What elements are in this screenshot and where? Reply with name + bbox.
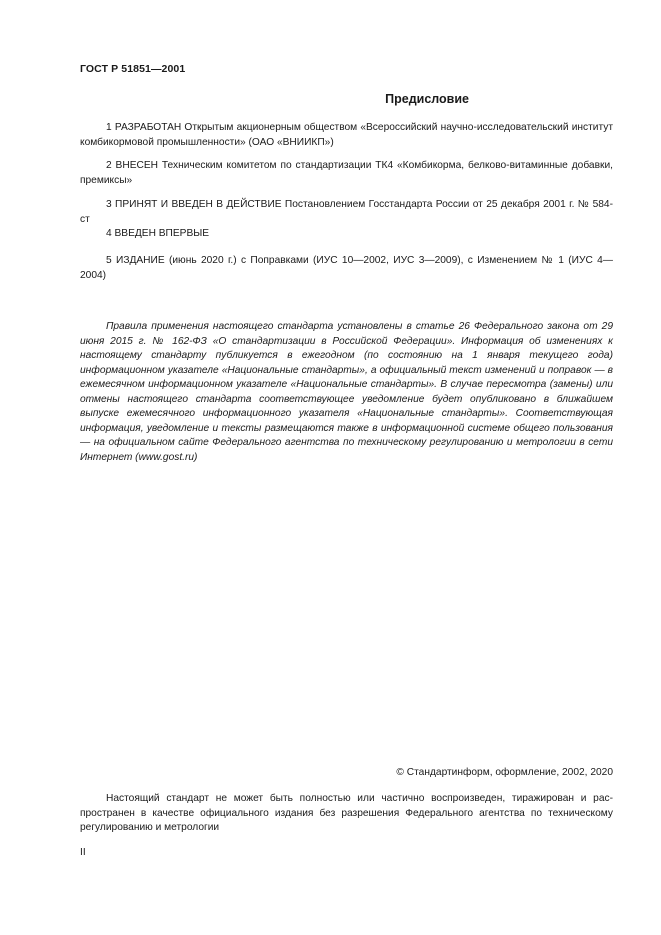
preface-item-edition: 5 ИЗДАНИЕ (июнь 2020 г.) с Поправками (ИУС 10—2002, ИУС 3—2009), с Изменением № 1 (ИУС 4—2004) [80,255,613,281]
page-number: II [80,847,86,858]
preface-item-introduced: 2 ВНЕСЕН Техническим комитетом по стандартизации ТК4 «Комбикорма, белково-витаминные добавки, премиксы» [80,160,613,186]
preface-item-first-introduced: 4 ВВЕДЕН ВПЕРВЫЕ [106,228,210,239]
standard-code: ГОСТ Р 51851—2001 [80,63,186,75]
copyright-line: © Стандартинформ, оформление, 2002, 2020 [396,767,613,778]
preface-item-adopted: 3 ПРИНЯТ И ВВЕДЕН В ДЕЙСТВИЕ Постановлением Госстандарта России от 25 декабря 2001 г. № 584-ст [80,199,613,225]
preface-item-developed: 1 РАЗРАБОТАН Открытым акционерным обществом «Всероссийский научно-исследовательский институт комбикормовой промышленности» (ОАО «ВНИИКП») [80,122,613,148]
page-title: Предисловие [385,92,469,106]
reproduction-notice: Настоящий стандарт не может быть полностью или частично воспроизведен, тиражирован и распространен в качестве официального издания без разрешения Федерального агентства по техническому регулированию и метрологии [80,793,613,833]
application-rules-notice: Правила применения настоящего стандарта установлены в статье 26 Федерального закона от 29 июня 2015 г. № 162-ФЗ «О стандартизации в Российской Федерации». Информация об изменениях к настоящему стандарту публикуется в ежегодном (по состоянию на 1 января текущего года) информационном указателе «Национальные стандарты», а официальный текст изменений и поправок — в ежемесячном информационном указателе «Национальные стандарты». В случае пересмотра (замены) или отмены настоящего стандарта соответствующее уведомление будет опубликовано в ближайшем выпуске ежемесячного информационного указателя «Национальные стандарты». Соответствующая информация, уведомление и тексты размещаются также в информационной системе общего пользования — на официальном сайте Федерального агентства по техническому регулированию и метрологии в сети Интернет (www.gost.ru) [80,321,613,463]
